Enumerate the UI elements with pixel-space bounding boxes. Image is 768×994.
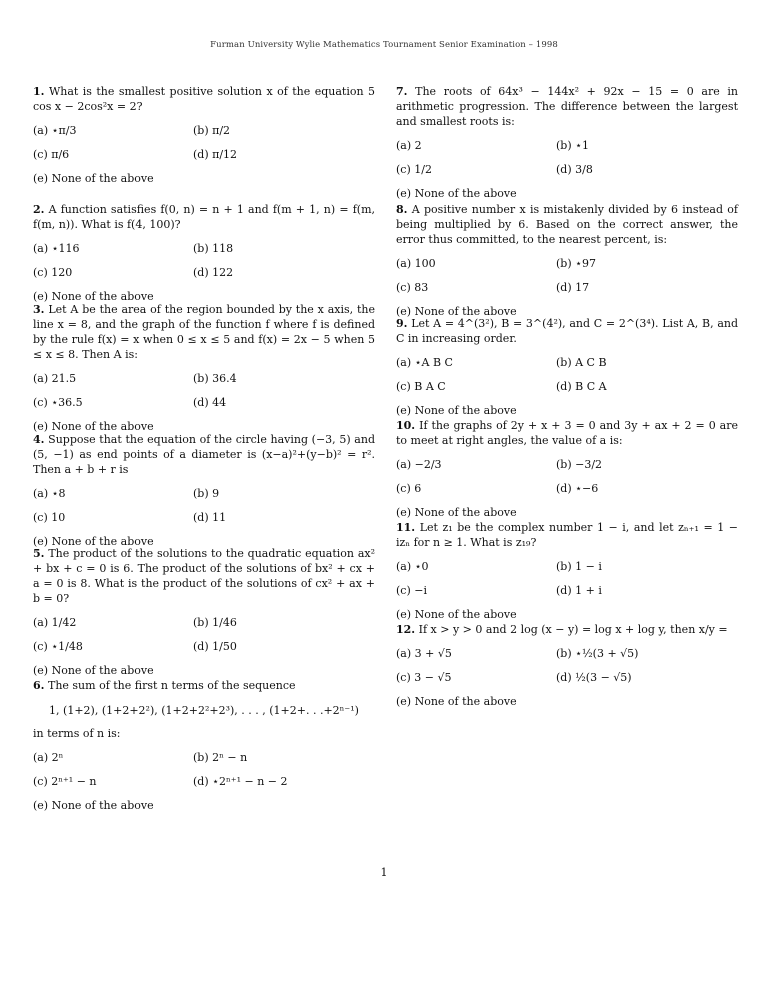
options <box>396 646 738 709</box>
option-e[interactable]: (e) None of the above <box>33 290 154 303</box>
question-number: 6. <box>33 679 45 692</box>
option-e[interactable]: (e) None of the above <box>33 172 154 185</box>
option-e[interactable]: (e) None of the above <box>33 799 154 812</box>
question-text: Suppose that the equation of the circle having (−3, 5) and (5, −1) as end points of a diameter is (x−a)²+(y−b)² = r². Then a + b + r is <box>33 433 375 476</box>
option-d[interactable]: (d) 1 + i <box>556 584 602 597</box>
question-number: 9. <box>396 317 408 330</box>
option-c[interactable]: (c) ⋆1/48 <box>33 640 83 653</box>
option-c[interactable]: (c) 2ⁿ⁺¹ − n <box>33 775 97 788</box>
question-text: Let A = 4^(3²), B = 3^(4²), and C = 2^(3⁴). List A, B, and C in increasing order. <box>396 317 739 345</box>
options <box>33 486 375 549</box>
option-e[interactable]: (e) None of the above <box>396 695 517 708</box>
option-b[interactable]: (b) ⋆½(3 + √5) <box>556 647 639 660</box>
option-c[interactable]: (c) 1/2 <box>396 163 432 176</box>
question-number: 11. <box>396 521 416 534</box>
option-a[interactable]: (a) −2/3 <box>396 458 442 471</box>
question-number: 8. <box>396 203 408 216</box>
option-e[interactable]: (e) None of the above <box>396 506 517 519</box>
option-c[interactable]: (c) ⋆36.5 <box>33 396 83 409</box>
question-12 <box>396 622 738 709</box>
option-a[interactable]: (a) ⋆A B C <box>396 356 453 369</box>
question-text: A positive number x is mistakenly divided by 6 instead of being multiplied by 6. Based on the correct answer, the error thus committed, to the nearest percent, is: <box>396 203 739 246</box>
question-3 <box>33 302 375 433</box>
question-number: 4. <box>33 433 45 446</box>
question-1 <box>33 84 375 188</box>
question-number: 3. <box>33 303 45 316</box>
option-d[interactable]: (d) 3/8 <box>556 163 593 176</box>
option-d[interactable]: (d) 122 <box>193 266 234 279</box>
question-number: 5. <box>33 547 45 560</box>
option-b[interactable]: (b) 118 <box>193 242 234 255</box>
option-a[interactable]: (a) ⋆8 <box>33 487 66 500</box>
option-d[interactable]: (d) 11 <box>193 511 227 524</box>
left-column <box>33 84 375 813</box>
question-9 <box>396 316 739 417</box>
question-text: What is the smallest positive solution x of the equation 5 cos x − 2cos²x = 2? <box>33 85 375 113</box>
option-c[interactable]: (c) 10 <box>33 511 66 524</box>
question-number: 12. <box>396 623 416 636</box>
option-a[interactable]: (a) 100 <box>396 257 436 270</box>
option-a[interactable]: (a) 21.5 <box>33 372 77 385</box>
options <box>396 559 738 622</box>
option-d[interactable]: (d) ½(3 − √5) <box>556 671 632 684</box>
question-7 <box>396 84 738 200</box>
question-number: 2. <box>33 203 45 216</box>
question-text: If x > y > 0 and 2 log (x − y) = log x + log y, then x/y = <box>418 623 728 636</box>
option-b[interactable]: (b) 2ⁿ − n <box>193 751 248 764</box>
question-5 <box>33 546 376 677</box>
option-b[interactable]: (b) 36.4 <box>193 372 237 385</box>
options <box>396 457 738 520</box>
option-b[interactable]: (b) ⋆1 <box>556 139 590 152</box>
option-a[interactable]: (a) ⋆116 <box>33 242 80 255</box>
option-b[interactable]: (b) π/2 <box>193 124 231 137</box>
option-d[interactable]: (d) 1/50 <box>193 640 237 653</box>
options <box>396 138 738 201</box>
option-e[interactable]: (e) None of the above <box>396 187 517 200</box>
right-column <box>396 84 738 709</box>
option-c[interactable]: (c) 120 <box>33 266 73 279</box>
option-a[interactable]: (a) ⋆π/3 <box>33 124 77 137</box>
question-text: Let A be the area of the region bounded by the x axis, the line x = 8, and the graph of the function f where f is defined by the rule f(x) = x when 0 ≤ x ≤ 5 and f(x) = 2x − 5 when 5 ≤ x ≤ 8. Then A is: <box>33 303 375 361</box>
option-d[interactable]: (d) ⋆2ⁿ⁺¹ − n − 2 <box>193 775 288 788</box>
question-text-continued: in terms of n is: <box>33 727 121 740</box>
question-2 <box>33 202 375 303</box>
option-d[interactable]: (d) 17 <box>556 281 590 294</box>
option-a[interactable]: (a) 2ⁿ <box>33 751 64 764</box>
option-b[interactable]: (b) 1 − i <box>556 560 602 573</box>
option-d[interactable]: (d) π/12 <box>193 148 238 161</box>
option-e[interactable]: (e) None of the above <box>396 305 517 318</box>
option-c[interactable]: (c) B A C <box>396 380 446 393</box>
question-text: The sum of the first n terms of the sequence <box>47 679 296 692</box>
option-c[interactable]: (c) 83 <box>396 281 429 294</box>
question-10 <box>396 418 739 519</box>
option-e[interactable]: (e) None of the above <box>33 664 154 677</box>
exam-header: Furman University Wylie Mathematics Tournament Senior Examination – 1998 <box>210 40 558 50</box>
option-d[interactable]: (d) B C A <box>556 380 607 393</box>
option-e[interactable]: (e) None of the above <box>33 420 154 433</box>
question-number: 10. <box>396 419 416 432</box>
question-4 <box>33 432 375 548</box>
question-11 <box>396 520 738 621</box>
option-e[interactable]: (e) None of the above <box>33 535 154 548</box>
option-c[interactable]: (c) π/6 <box>33 148 70 161</box>
options <box>33 241 375 304</box>
option-b[interactable]: (b) −3/2 <box>556 458 603 471</box>
option-a[interactable]: (a) 3 + √5 <box>396 647 452 660</box>
option-c[interactable]: (c) 6 <box>396 482 422 495</box>
option-e[interactable]: (e) None of the above <box>396 608 517 621</box>
options <box>396 355 738 418</box>
question-number: 1. <box>33 85 45 98</box>
page-number: 1 <box>380 866 388 879</box>
question-text: Let z₁ be the complex number 1 − i, and let zₙ₊₁ = 1 − izₙ for n ≥ 1. What is z₁₉? <box>396 521 738 549</box>
question-text: The product of the solutions to the quadratic equation ax² + bx + c = 0 is 6. The product of the solutions of bx² + cx + a = 0 is 8. What is the product of the solutions of cx² + ax + b = 0? <box>33 547 376 605</box>
option-c[interactable]: (c) −i <box>396 584 427 597</box>
options <box>33 123 375 186</box>
options <box>33 371 375 434</box>
option-b[interactable]: (b) ⋆97 <box>556 257 597 270</box>
option-d[interactable]: (d) 44 <box>193 396 227 409</box>
option-b[interactable]: (b) 9 <box>193 487 220 500</box>
option-a[interactable]: (a) 2 <box>396 139 422 152</box>
question-text: The roots of 64x³ − 144x² + 92x − 15 = 0 are in arithmetic progression. The difference between the largest and smallest roots is: <box>396 85 738 128</box>
options <box>33 615 375 678</box>
question-8 <box>396 202 739 318</box>
options <box>396 256 738 319</box>
question-text: A function satisfies f(0, n) = n + 1 and f(m + 1, n) = f(m, f(m, n)). What is f(4, 100)? <box>33 203 375 231</box>
option-c[interactable]: (c) 3 − √5 <box>396 671 452 684</box>
question-number: 7. <box>396 85 408 98</box>
option-b[interactable]: (b) 1/46 <box>193 616 237 629</box>
question-text: If the graphs of 2y + x + 3 = 0 and 3y + ax + 2 = 0 are to meet at right angles, the value of a is: <box>396 419 739 447</box>
option-e[interactable]: (e) None of the above <box>396 404 517 417</box>
option-b[interactable]: (b) A C B <box>556 356 607 369</box>
question-6 <box>33 678 375 813</box>
option-a[interactable]: (a) 1/42 <box>33 616 77 629</box>
sequence-formula: 1, (1+2), (1+2+2²), (1+2+2²+2³), . . . , (1+2+. . .+2ⁿ⁻¹) <box>49 704 359 717</box>
option-d[interactable]: (d) ⋆−6 <box>556 482 599 495</box>
options <box>33 750 375 813</box>
option-a[interactable]: (a) ⋆0 <box>396 560 429 573</box>
